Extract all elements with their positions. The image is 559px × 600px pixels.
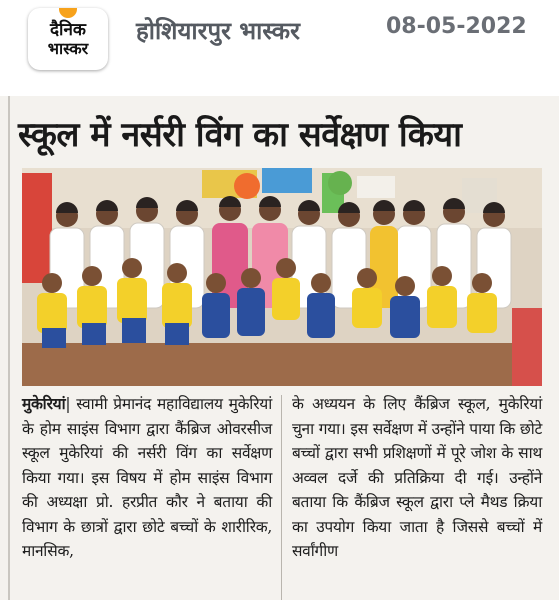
column-divider	[281, 395, 282, 600]
dainik-bhaskar-logo[interactable]	[28, 8, 108, 70]
article-dateline: मुकेरियां	[22, 394, 66, 413]
article-column-2-text: के अध्ययन के लिए कैंब्रिज स्कूल, मुकेरियां चुना गया। इस सर्वेक्षण में उन्होंने पाया कि छोटे बच्चों द्वारा सभी प्रशिक्षणों में पूरे जोश के साथ अव्वल दर्जे की प्रतिक्रिया दी गई। उन्होंने बताया कि कैंब्रिज स्कूल द्वारा प्ले मैथड क्रिया का उपयोग किया जाता है जिससे बच्चों में सर्वांगीण	[292, 395, 542, 560]
edition-date: 08-05-2022	[386, 14, 527, 39]
article-column-1	[22, 392, 272, 564]
logo-line-1: दैनिक	[50, 20, 86, 40]
article-photo	[22, 168, 542, 386]
header-bar	[0, 0, 559, 72]
article-headline: स्कूल में नर्सरी विंग का सर्वेक्षण किया	[18, 115, 462, 155]
group-photo-illustration	[22, 168, 542, 386]
logo-line-2: भास्कर	[47, 39, 89, 58]
article-column-1-text: | स्वामी प्रेमानंद महाविद्यालय मुकेरियां के होम साइंस विभाग द्वारा कैंब्रिज ओवरसीज स्कूल मुकेरियां की नर्सरी विंग का सर्वेक्षण किया गया। इस विषय में होम साइंस विभाग की अध्यक्षा प्रो. हरप्रीत कौर ने बताया की विभाग के छात्रों द्वारा छोटे बच्चों के शारीरिक, मानसिक,	[22, 395, 272, 560]
sun-icon	[59, 8, 77, 18]
clipping-edge	[8, 96, 10, 600]
article-column-2	[292, 392, 542, 564]
edition-title: होशियारपुर भास्कर	[136, 17, 300, 45]
